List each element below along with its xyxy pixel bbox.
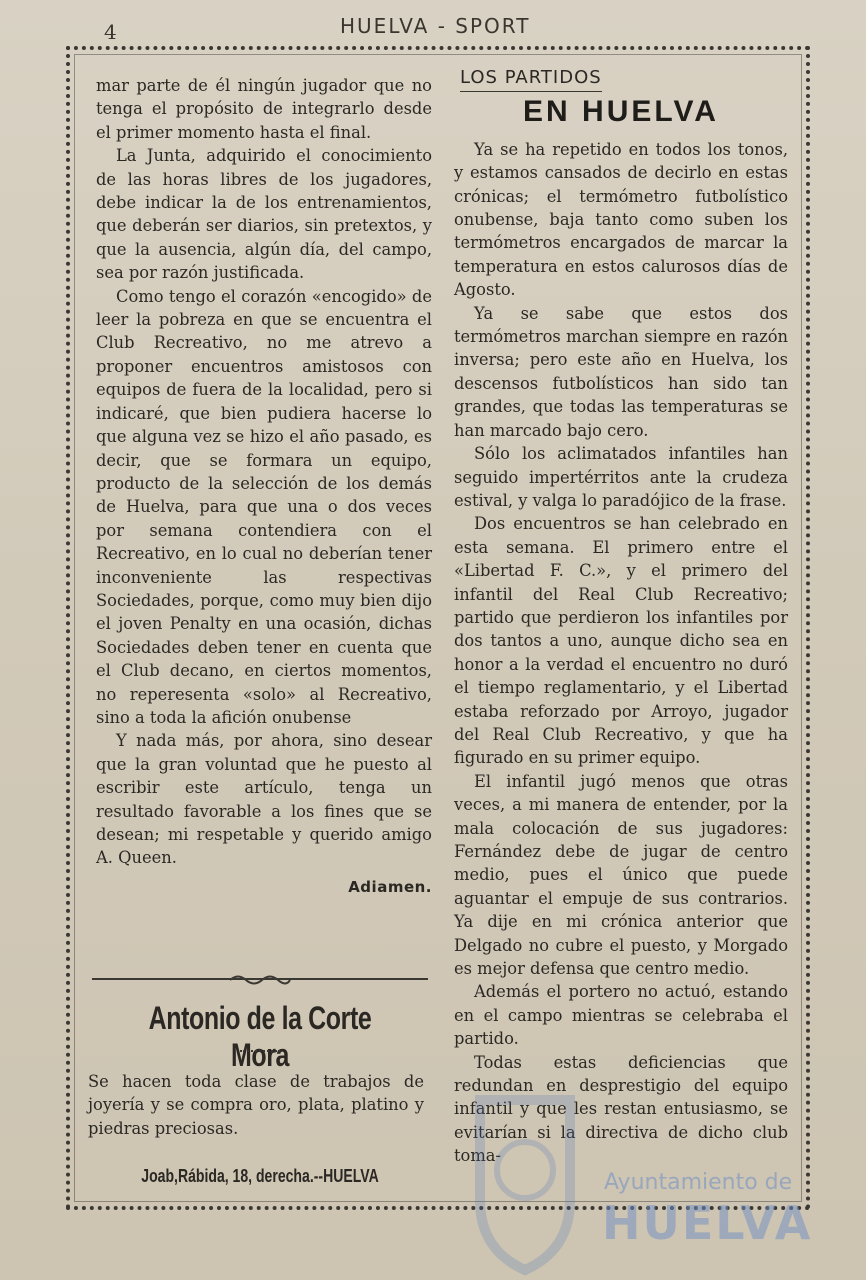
article-headline: EN HUELVA [523, 95, 719, 129]
watermark-line-1: Ayuntamiento de [604, 1170, 793, 1195]
author-signature: Adiamen. [348, 877, 432, 896]
ad-dots-divider [240, 1050, 280, 1052]
section-label: LOS PARTIDOS [460, 66, 602, 92]
page-number: 4 [104, 20, 117, 44]
left-paragraph-2: La Junta, adquirido el conocimiento de las horas libres de los jugadores, debe indicar la de los entrenamientos, que deberán ser diarios, sin pretextos, y que la ausencia, algún día, del campo, sea por razón justificada. [96, 146, 432, 283]
ad-address: Joab,Rábida, 18, derecha.--HUELVA [141, 1166, 379, 1186]
left-paragraph-4: Y nada más, por ahora, sino desear que la gran voluntad que he puesto al escribir este artículo, tenga un resultado favorable a los fines que se desean; mi respetable y querido amigo A. Queen. [96, 731, 432, 868]
right-paragraph-2: Ya se sabe que estos dos termómetros marchan siempre en razón inversa; pero este año en Huelva, los descensos futbolísticos han sido tan grandes, que todas las temperaturas se han marcado bajo cero. [454, 303, 788, 440]
right-paragraph-3: Sólo los aclimatados infantiles han seguido impertérritos ante la crudeza estival, y valga lo paradójico de la frase. [454, 444, 788, 510]
right-paragraph-1: Ya se ha repetido en todos los tonos, y estamos cansados de decirlo en estas crónicas; el termómetro futbolístico onubense, baja tanto como suben los termómetros encargados de marcar la temperatura en estos calurosos días de Agosto. [454, 139, 788, 300]
ad-description: Se hacen toda clase de trabajos de joyería y se compra oro, plata, platino y piedras preciosas. [88, 1072, 424, 1138]
ornament-icon [228, 971, 292, 985]
right-paragraph-7: Todas estas deficiencias que redundan en desprestigio del equipo infantil y que les restan entusiasmo, se evitarían si la directiva de dicho club toma- [454, 1052, 788, 1166]
running-title: HUELVA - SPORT [340, 14, 531, 38]
right-column [454, 66, 788, 1168]
right-paragraph-6: Además el portero no actuó, estando en el campo mientras se celebraba el partido. [454, 982, 788, 1049]
left-paragraph-1: mar parte de él ningún jugador que no tenga el propósito de integrarlo desde el primer momento hasta el final. [96, 76, 432, 142]
left-column [96, 74, 432, 899]
left-paragraph-3: Como tengo el corazón «encogido» de leer la pobreza en que se encuentra el Club Recreativo, no me atrevo a proponer encuentros amistosos con equipos de fuera de la localidad, pero si indicaré, que bien pudiera hacerse lo que alguna vez se hizo el año pasado, es decir, que se formara un equipo, producto de la selección de los demás de Huelva, para que una o dos veces por semana contendiera con el Recreativo, en lo cual no deberían tener inconveniente las respectivas Sociedades, porque, como muy bien dijo el joven Penalty en una ocasión, dichas Sociedades deben tener en cuenta que el Club decano, en ciertos momentos, no reperesenta «solo» al Recreativo, sino a toda la afición onubense [96, 286, 432, 727]
right-paragraph-5: El infantil jugó menos que otras veces, a mi manera de entender, por la mala colocación de sus jugadores: Fernández debe de jugar de centro medio, pues el único que puede aguantar el empuje de sus contrarios. Ya dije en mi crónica anterior que Delgado no cubre el puesto, y Morgado es mejor defensa que centro medio. [454, 771, 788, 979]
right-paragraph-4: Dos encuentros se han celebrado en esta semana. El primero entre el «Libertad F. C.», y el primero del infantil del Real Club Recreativo; partido que perdieron los infantiles por dos tantos a uno, aunque dicho sea en honor a la verdad el encuentro no duró el tiempo reglamentario, y el Libertad estaba reforzado por Arroyo, jugador del Real Club Recreativo, y que ha figurado en su primer equipo. [454, 514, 788, 768]
ad-business-name: Antonio de la Corte Mora [148, 1000, 372, 1073]
watermark-line-2: HUELVA [602, 1196, 813, 1250]
